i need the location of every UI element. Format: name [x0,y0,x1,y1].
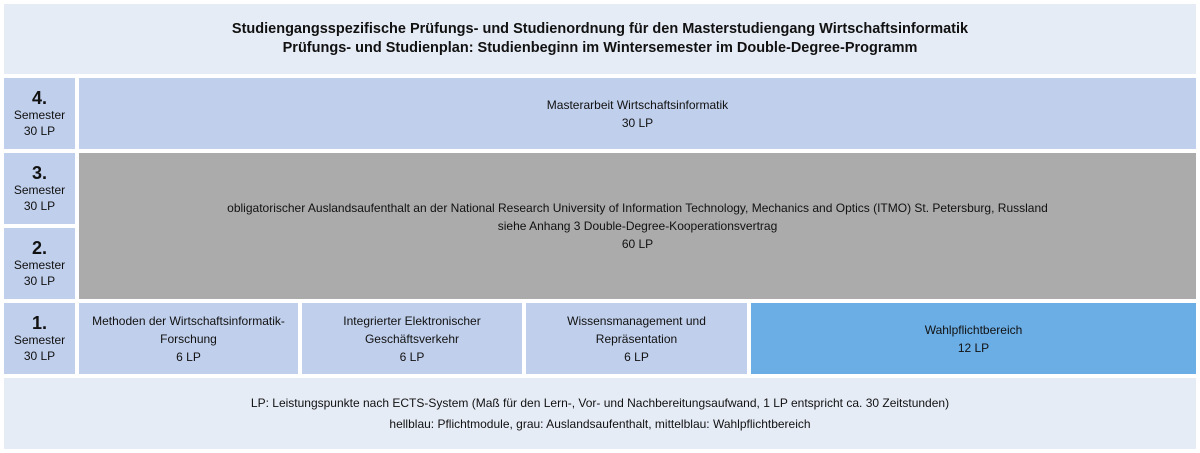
module-lp: 30 LP [621,115,654,130]
module-title-line-1: Integrierter Elektronischer [343,313,481,328]
module-title-line-2: Geschäftsverkehr [364,331,460,346]
semester-lp: 30 LP [23,123,56,138]
module-title: obligatorischer Auslandsaufenthalt an der National Research University of Information Technology, Mechanics and Optics (ITMO) St. Petersburg, Russland [227,201,1048,215]
module-methoden-forschung [79,303,298,374]
legend [4,378,1196,449]
module-lp: 6 LP [176,349,201,364]
module-title: Wahlpflichtbereich [924,322,1023,337]
semester-word: Semester [13,332,66,347]
semester-lp: 30 LP [23,273,56,288]
semester-word: Semester [13,107,66,122]
title-line-2: Prüfungs- und Studienplan: Studienbeginn im Wintersemester im Double-Degree-Programm [282,40,918,56]
semester-4-label [4,78,75,149]
plan-title [4,4,1196,74]
semester-word: Semester [13,182,66,197]
semester-number: 1. [31,312,47,333]
module-lp: 6 LP [399,349,425,364]
module-lp: 6 LP [624,349,649,364]
module-lp: 60 LP [621,237,654,251]
module-elektronischer-geschaeftsverkehr [302,303,522,374]
title-line-1: Studiengangsspezifische Prüfungs- und Studienordnung für den Masterstudiengang Wirtschaftsinformatik [231,21,969,37]
module-title: Wissensmanagement und Repräsentation [567,313,706,346]
module-lp: 12 LP [957,340,990,355]
legend-lp-explanation: LP: Leistungspunkte nach ECTS-System (Maß für den Lern-, Vor- und Nachbereitungsaufwand, 1 LP entspricht ca. 30 Zeitstunden) [250,395,950,410]
module-title-line-1: Methoden der Wirtschaftsinformatik- [92,313,285,328]
module-wissensmanagement [526,303,747,374]
semester-lp: 30 LP [23,348,56,363]
semester-lp: 30 LP [23,198,56,213]
module-reference: siehe Anhang 3 Double-Degree-Kooperationsvertrag [497,219,778,233]
semester-number: 3. [31,162,47,183]
semester-number: 4. [31,87,47,108]
semester-1-label [4,303,75,374]
module-wahlpflichtbereich [751,303,1196,374]
semester-number: 2. [31,237,47,258]
module-masterarbeit [79,78,1196,149]
module-title-line-2: Forschung [160,331,217,346]
semester-2-label [4,228,75,299]
module-auslandsaufenthalt [79,153,1196,299]
module-title: Masterarbeit Wirtschaftsinformatik [546,97,729,112]
semester-word: Semester [13,257,66,272]
legend-colors: hellblau: Pflichtmodule, grau: Auslandsaufenthalt, mittelblau: Wahlpflichtbereich [389,416,811,431]
semester-3-label [4,153,75,224]
